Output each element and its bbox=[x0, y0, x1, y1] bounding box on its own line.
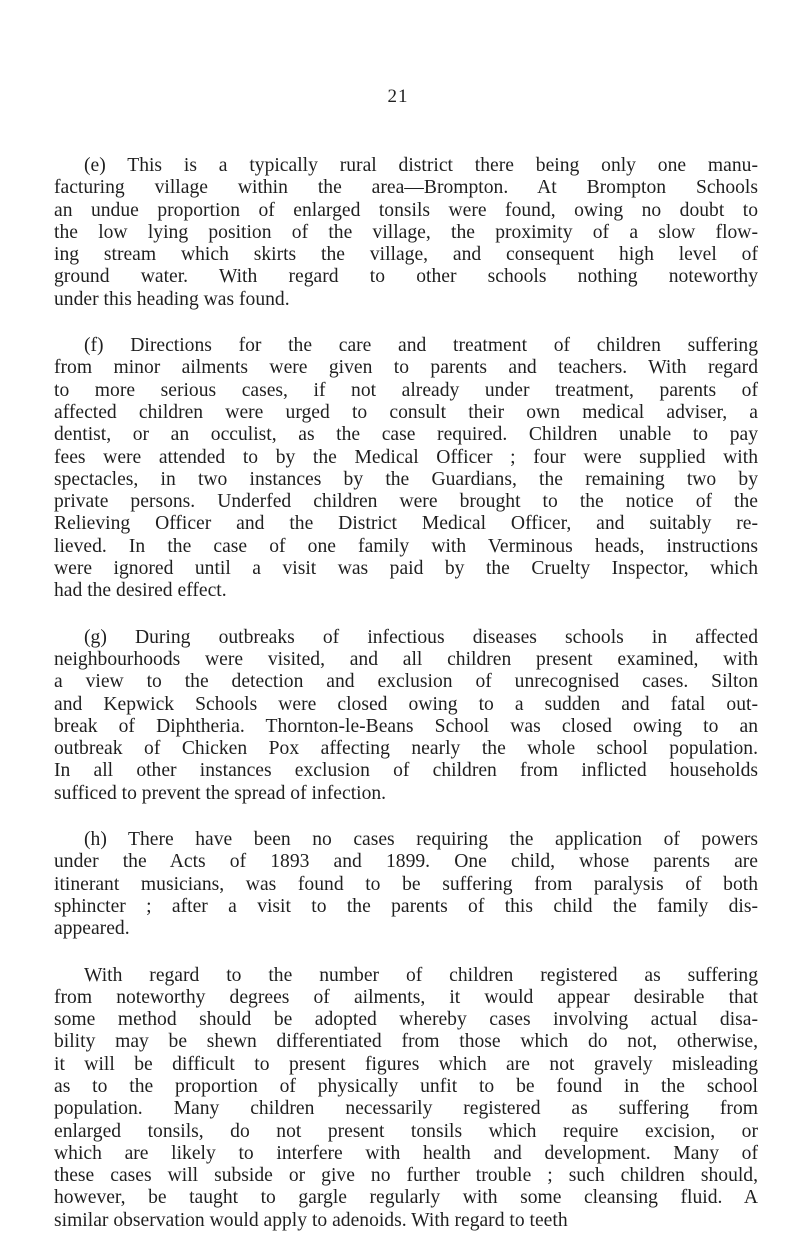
text-line: appeared. bbox=[54, 918, 130, 940]
text-line: (h) There have been no cases requiring the application of powers bbox=[84, 829, 758, 851]
text-line: In all other instances exclusion of children from inflicted households bbox=[54, 760, 758, 782]
text-line: sphincter ; after a visit to the parents of this child the family dis- bbox=[54, 895, 758, 917]
text-line: itinerant musicians, was found to be suffering from paralysis of both bbox=[54, 873, 758, 895]
text-line: population. Many children necessarily registered as suffering from bbox=[54, 1098, 758, 1120]
text-line: enlarged tonsils, do not present tonsils which require excision, or bbox=[54, 1120, 758, 1142]
text-line: however, be taught to gargle regularly with some cleansing fluid. A bbox=[54, 1187, 758, 1209]
text-line: break of Diphtheria. Thornton-le-Beans School was closed owing to an bbox=[54, 715, 758, 737]
paragraph-general bbox=[54, 965, 758, 1233]
paragraph-f bbox=[54, 335, 758, 603]
page-number: 21 bbox=[387, 86, 409, 107]
text-line: dentist, or an occulist, as the case required. Children unable to pay bbox=[54, 424, 758, 446]
text-line: had the desired effect. bbox=[54, 580, 227, 602]
text-line: sufficed to prevent the spread of infection. bbox=[54, 782, 387, 804]
text-line: With regard to the number of children registered as suffering bbox=[84, 964, 758, 986]
text-line: an undue proportion of enlarged tonsils were found, owing no doubt to bbox=[54, 199, 758, 221]
text-line: the low lying position of the village, the proximity of a slow flow- bbox=[54, 221, 758, 243]
text-line: bility may be shewn differentiated from those which do not, otherwise, bbox=[54, 1031, 758, 1053]
text-line: neighbourhoods were visited, and all children present examined, with bbox=[54, 648, 758, 670]
text-line: outbreak of Chicken Pox affecting nearly the whole school population. bbox=[54, 738, 758, 760]
paragraph-h bbox=[54, 829, 758, 940]
text-line: a view to the detection and exclusion of unrecognised cases. Silton bbox=[54, 671, 758, 693]
text-line: affected children were urged to consult their own medical adviser, a bbox=[54, 401, 758, 423]
text-line: ing stream which skirts the village, and consequent high level of bbox=[54, 244, 758, 266]
text-line: it will be difficult to present figures which are not gravely misleading bbox=[54, 1053, 758, 1075]
text-line: under this heading was found. bbox=[54, 288, 290, 310]
text-line: (e) This is a typically rural district there being only one manu- bbox=[84, 155, 758, 176]
text-line: facturing village within the area—Brompton. At Brompton Schools bbox=[54, 177, 758, 199]
text-line: from minor ailments were given to parents and teachers. With regard bbox=[54, 357, 758, 379]
text-line: lieved. In the case of one family with Verminous heads, instructions bbox=[54, 535, 758, 557]
text-line: similar observation would apply to adenoids. With regard to teeth bbox=[54, 1209, 568, 1231]
text-line: (f) Directions for the care and treatment of children suffering bbox=[84, 335, 758, 357]
text-line: under the Acts of 1893 and 1899. One child, whose parents are bbox=[54, 851, 758, 873]
text-line: spectacles, in two instances by the Guardians, the remaining two by bbox=[54, 468, 758, 490]
text-line: which are likely to interfere with health and development. Many of bbox=[54, 1142, 758, 1164]
text-line: and Kepwick Schools were closed owing to a sudden and fatal out- bbox=[54, 693, 758, 715]
text-line: were ignored until a visit was paid by the Cruelty Inspector, which bbox=[54, 558, 758, 580]
text-line: Relieving Officer and the District Medical Officer, and suitably re- bbox=[54, 513, 758, 535]
text-line: these cases will subside or give no further trouble ; such children should, bbox=[54, 1165, 758, 1187]
text-line: fees were attended to by the Medical Officer ; four were supplied with bbox=[54, 446, 758, 468]
text-line: ground water. With regard to other schools nothing noteworthy bbox=[54, 266, 758, 288]
page-body bbox=[54, 155, 758, 1256]
paragraph-e bbox=[54, 155, 758, 311]
text-line: private persons. Underfed children were brought to the notice of the bbox=[54, 491, 758, 513]
text-line: (g) During outbreaks of infectious diseases schools in affected bbox=[84, 626, 758, 648]
text-line: to more serious cases, if not already under treatment, parents of bbox=[54, 379, 758, 401]
paragraph-g bbox=[54, 627, 758, 805]
text-line: as to the proportion of physically unfit to be found in the school bbox=[54, 1075, 758, 1097]
text-line: from noteworthy degrees of ailments, it would appear desirable that bbox=[54, 986, 758, 1008]
text-line: some method should be adopted whereby cases involving actual disa- bbox=[54, 1009, 758, 1031]
